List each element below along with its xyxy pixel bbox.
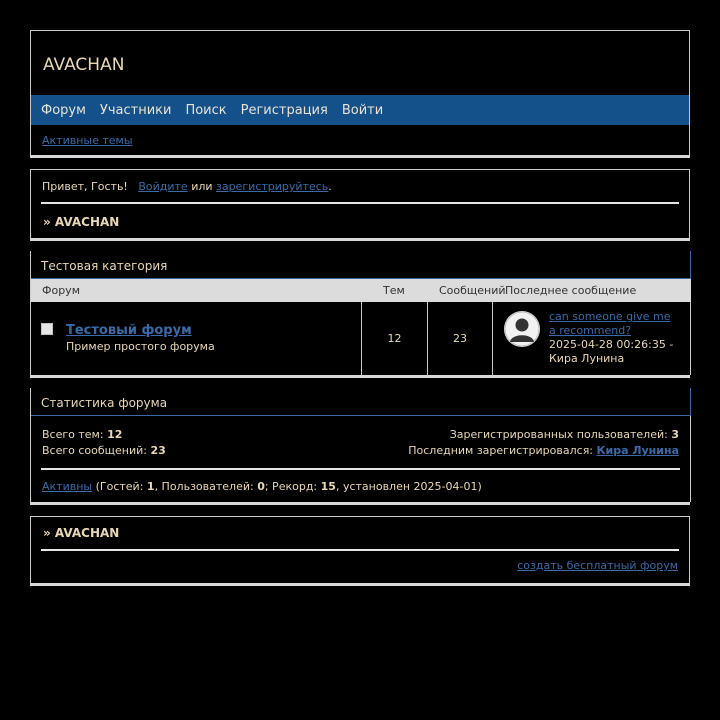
or-text: или xyxy=(191,180,213,193)
total-posts-value: 23 xyxy=(150,444,166,457)
users-value: 0 xyxy=(257,480,265,493)
total-topics xyxy=(42,428,122,441)
forum-status-icon xyxy=(41,323,53,335)
nav-register[interactable]: Регистрация xyxy=(240,102,328,118)
category-title: Тестовая категория xyxy=(41,259,168,273)
footer-breadcrumb[interactable]: » AVACHAN xyxy=(43,526,120,540)
site-title[interactable]: AVACHAN xyxy=(43,55,125,75)
forum-description: Пример простого форума xyxy=(66,340,215,353)
divider xyxy=(41,202,679,204)
guests-value: 1 xyxy=(146,480,155,493)
user-avatar-icon[interactable] xyxy=(504,311,540,347)
col-last-post: Последнее сообщение xyxy=(505,284,637,297)
record-value: 15 xyxy=(320,480,336,493)
greeting-line xyxy=(42,180,332,193)
dot-text: . xyxy=(328,180,332,193)
register-link[interactable]: зарегистрируйтесь xyxy=(216,180,329,193)
nav-search[interactable]: Поиск xyxy=(185,102,227,118)
stats-panel xyxy=(30,388,690,505)
stats-line xyxy=(31,415,691,416)
divider xyxy=(41,468,680,470)
greeting-text: Привет, Гость! xyxy=(42,180,128,193)
stats-border xyxy=(690,416,691,502)
last-post-link[interactable]: can someone give me a recommend? xyxy=(549,310,671,337)
last-registered-link[interactable]: Кира Лунина xyxy=(596,444,679,457)
total-posts xyxy=(42,444,166,457)
last-registered xyxy=(408,444,679,457)
total-topics-label: Всего тем: xyxy=(42,428,104,441)
active-topics-link[interactable]: Активные темы xyxy=(42,134,133,147)
create-free-forum-link[interactable]: создать бесплатный форум xyxy=(517,559,678,572)
guests-label: (Гостей: xyxy=(95,480,144,493)
login-link[interactable]: Войдите xyxy=(138,180,188,193)
stats-title: Статистика форума xyxy=(41,396,168,410)
last-post-date: 2025-04-28 00:26:35 - xyxy=(549,338,674,351)
record-date: , установлен 2025-04-01) xyxy=(335,480,482,493)
nav-login[interactable]: Войти xyxy=(341,102,384,118)
col-topics: Тем xyxy=(383,284,405,297)
divider xyxy=(41,549,679,551)
active-users-link[interactable]: Активны xyxy=(42,480,93,493)
registered-users xyxy=(450,428,679,441)
col-divider xyxy=(492,302,493,375)
posts-count: 23 xyxy=(453,332,467,345)
breadcrumb[interactable]: » AVACHAN xyxy=(43,215,120,229)
registered-value: 3 xyxy=(671,428,679,441)
users-label: , Пользователей: xyxy=(154,480,254,493)
total-posts-label: Всего сообщений: xyxy=(42,444,147,457)
last-post-meta xyxy=(549,338,679,366)
online-line xyxy=(42,480,482,493)
last-post-author[interactable]: Кира Лунина xyxy=(549,352,625,365)
main-navbar xyxy=(31,95,689,125)
table-row xyxy=(31,302,691,375)
topics-count: 12 xyxy=(387,332,402,345)
col-posts: Сообщений xyxy=(439,284,506,297)
last-registered-label: Последним зарегистрировался: xyxy=(408,444,594,457)
footer-panel xyxy=(30,516,690,586)
total-topics-value: 12 xyxy=(107,428,123,441)
table-header xyxy=(31,279,691,302)
nav-members[interactable]: Участники xyxy=(99,102,172,118)
stats-edge xyxy=(690,388,691,416)
welcome-panel xyxy=(30,169,690,241)
nav-forum[interactable]: Форум xyxy=(41,102,86,118)
forum-name-link[interactable]: Тестовый форум xyxy=(66,323,192,338)
category-edge xyxy=(690,251,691,279)
category-panel xyxy=(30,251,690,378)
registered-label: Зарегистрированных пользователей: xyxy=(449,428,668,441)
header-panel xyxy=(30,30,690,158)
record-label: ; Рекорд: xyxy=(264,480,318,493)
col-forum: Форум xyxy=(42,284,80,297)
